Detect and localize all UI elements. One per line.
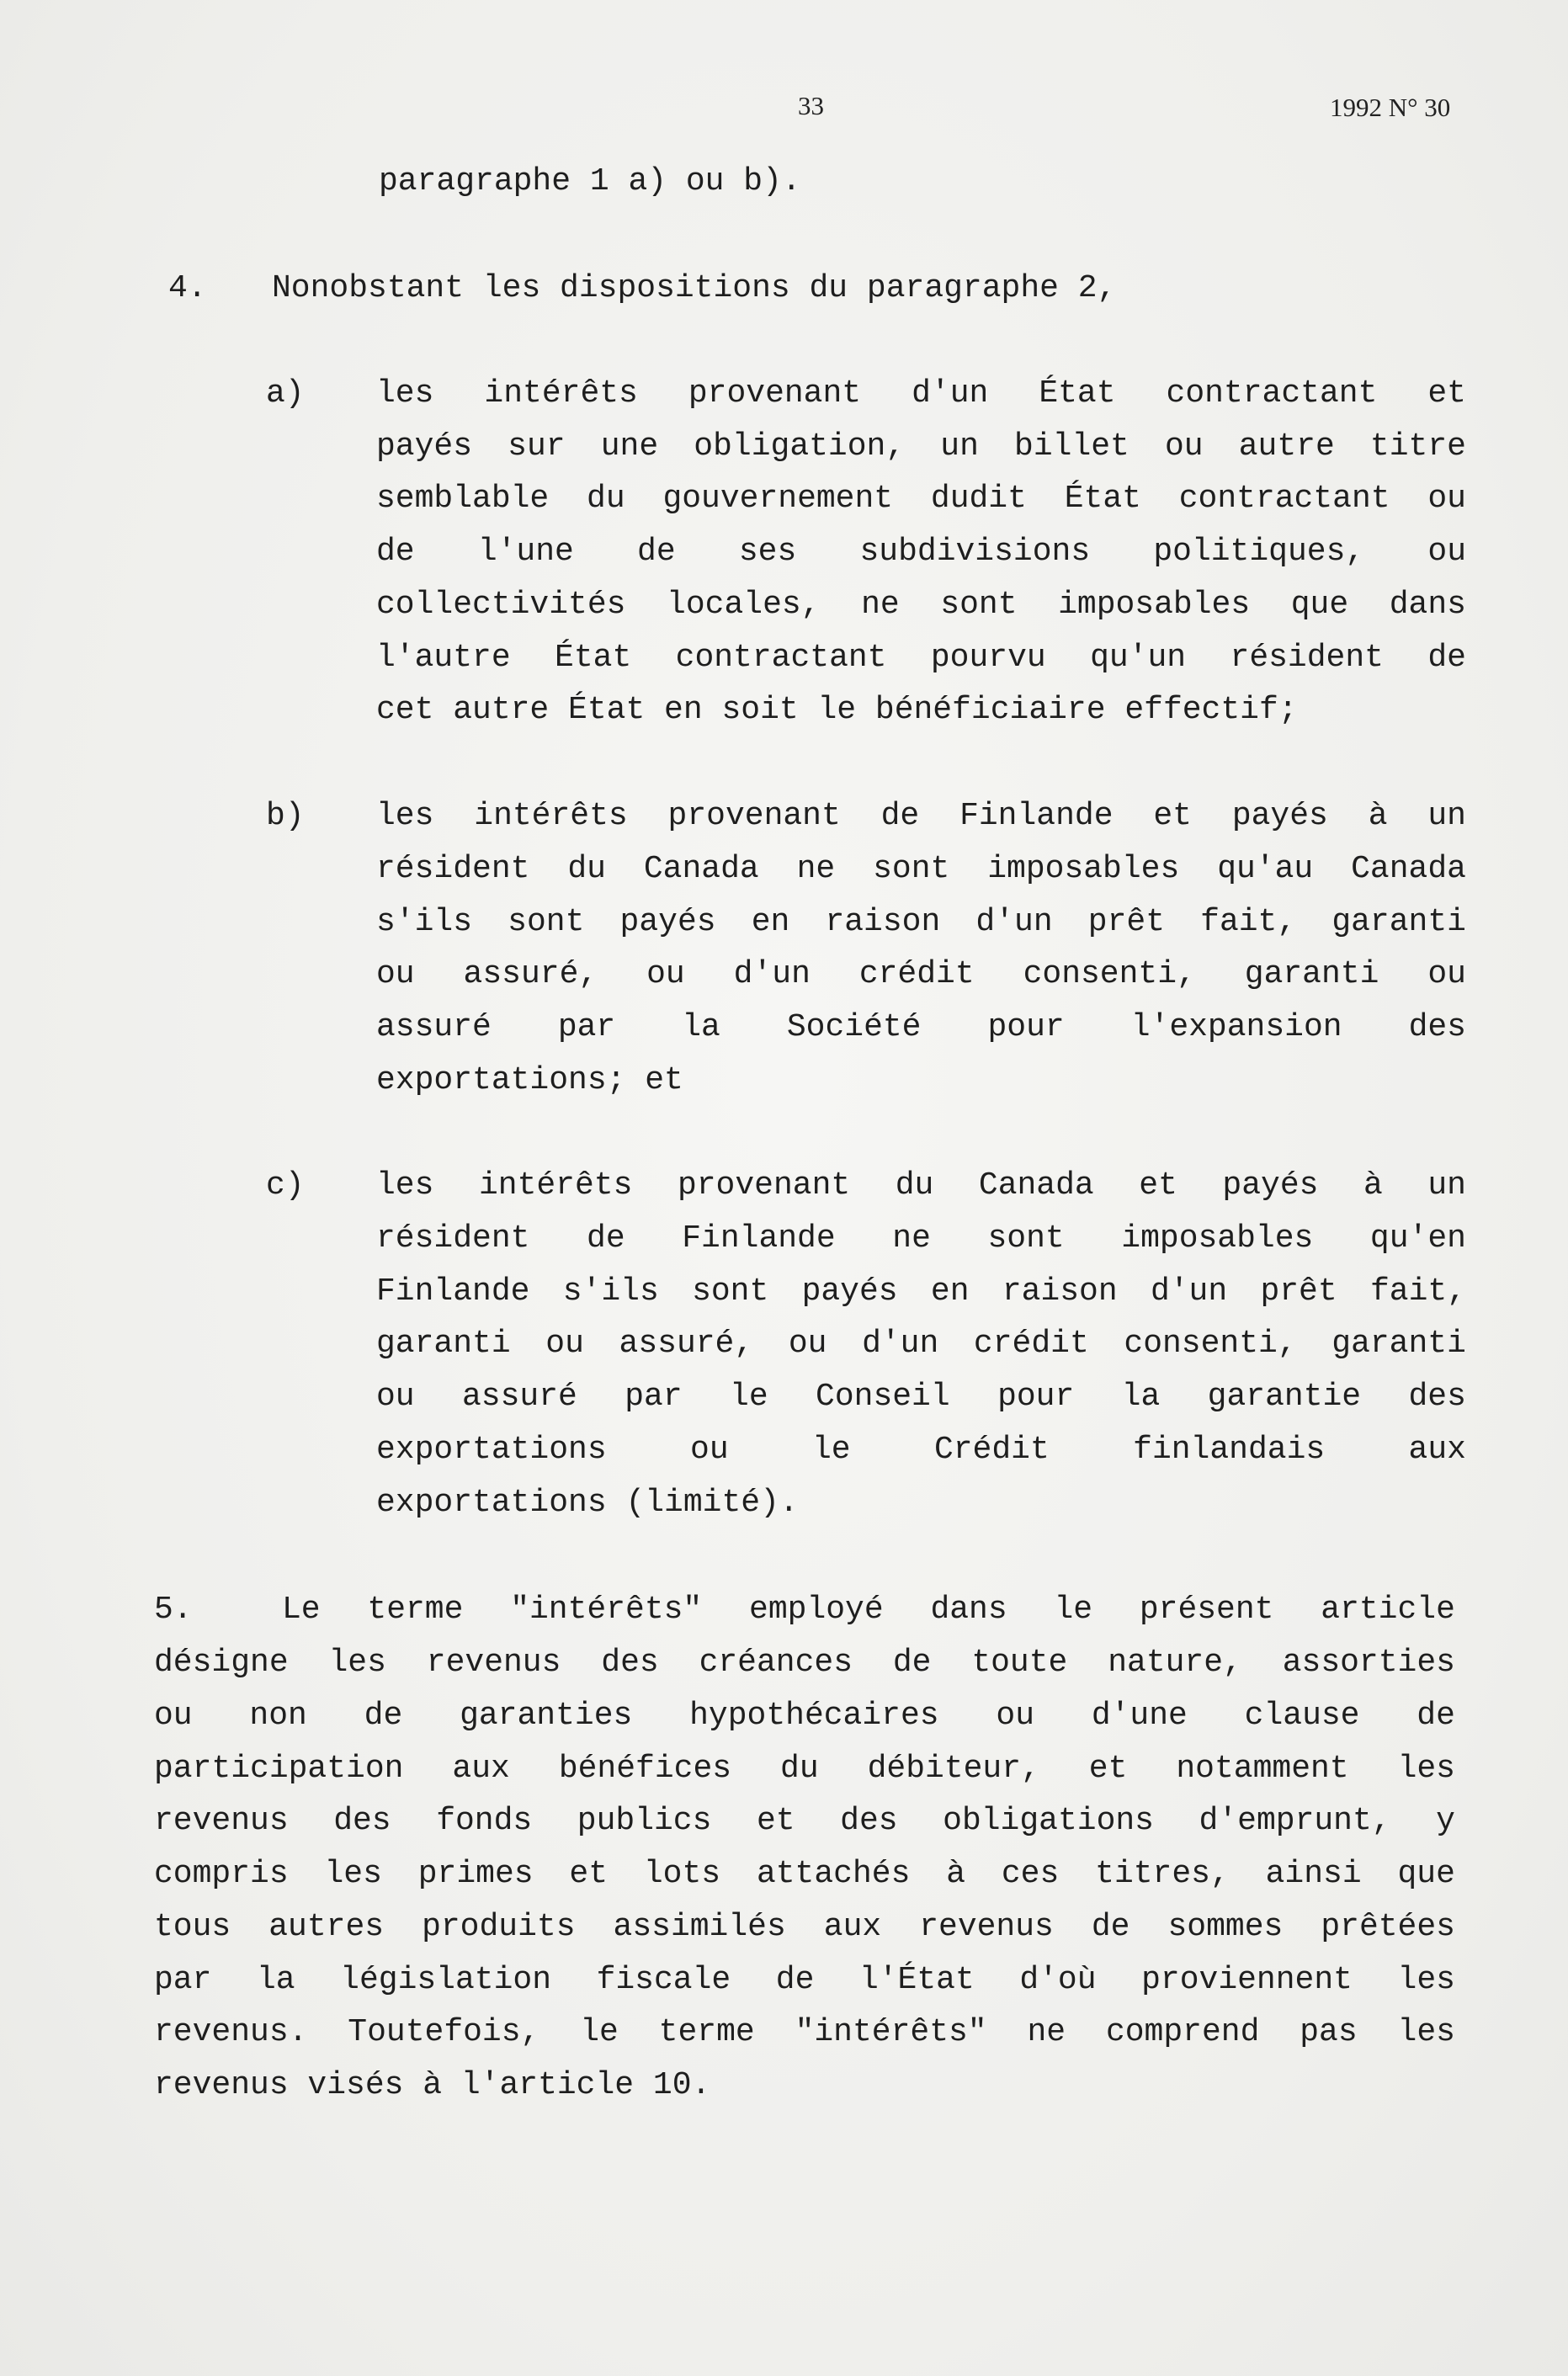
word: des [333,1803,391,1839]
word: fonds [436,1803,533,1839]
word: hypothécaires [689,1698,939,1734]
word: les [324,1856,382,1892]
word: clause [1244,1698,1360,1734]
word: ou [646,956,685,992]
word: de [1427,640,1466,676]
word: de [775,1962,815,1998]
word: qu'au [1217,851,1314,887]
word: autre [1238,428,1335,465]
paragraph-5-line [154,2012,1455,2053]
word: Canada [643,851,759,887]
word: législation [340,1962,551,1998]
word: fait, [1369,1273,1466,1310]
paragraph-5-line: revenus visés à l'article 10. [154,2067,711,2103]
word: sont [873,851,950,887]
word: obligations [943,1803,1154,1839]
word: assuré [376,1009,492,1045]
word: de [1091,1909,1130,1945]
word: ou [996,1698,1034,1734]
word: une [600,428,659,465]
word: terme [367,1592,464,1628]
word: attachés [756,1856,911,1892]
word: locales, [667,587,821,623]
word: employé [749,1592,884,1628]
word: que [1290,587,1349,623]
item-c-line [376,1377,1466,1417]
paragraph-5-line [154,1801,1455,1842]
word: assuré, [463,956,598,992]
word: les [328,1645,386,1681]
word: et [1153,798,1192,834]
word: le [580,2014,619,2050]
word: Finlande [376,1273,530,1310]
item-b-line [376,954,1466,995]
word: débiteur, [867,1751,1040,1787]
word: d'où [1019,1962,1097,1998]
word: gouvernement [662,481,894,517]
word: politiques, [1153,534,1365,570]
word: y [1436,1803,1455,1839]
word: fiscale [596,1962,731,1998]
word: finlandais [1133,1432,1326,1468]
item-c-line [376,1219,1466,1259]
word: semblable [376,481,550,517]
word: contractant [675,640,887,676]
word: résident [376,1220,530,1257]
word: garanti [1244,956,1379,992]
word: présent [1139,1592,1274,1628]
word: et [569,1856,609,1892]
word: garanties [460,1698,633,1734]
word: payés [619,904,716,940]
word: collectivités [376,587,626,623]
word: lots [643,1856,721,1892]
word: fait, [1200,904,1297,940]
word: et [1088,1751,1128,1787]
word: ainsi [1265,1856,1362,1892]
word: s'ils [376,904,473,940]
word: payés [1222,1167,1319,1204]
word: la [256,1962,295,1998]
word: la [682,1009,720,1045]
word: ou [1165,428,1204,465]
word: sont [692,1273,769,1310]
item-b-line [376,849,1466,890]
paragraph-5-line [154,1749,1455,1789]
word: imposables [1121,1220,1314,1257]
word: désigne [154,1645,289,1681]
item-b-marker: b) [266,798,305,834]
word: de [880,798,920,834]
word: Société [786,1009,922,1045]
word: contractant [1166,375,1378,412]
item-a-line: cet autre État en soit le bénéficiaire effectif; [376,692,1298,728]
word: contractant [1178,481,1390,517]
word: de [364,1698,403,1734]
word: assimilés [613,1909,786,1945]
word: tous [154,1909,231,1945]
word: assuré [462,1379,577,1415]
word: État [555,640,632,676]
item-c-marker: c) [266,1167,305,1204]
word: créances [699,1645,853,1681]
word: dans [930,1592,1007,1628]
word: les [1397,1751,1455,1787]
word: d'un [975,904,1053,940]
word: Finlande [682,1220,836,1257]
word: "intérêts" [795,2014,987,2050]
word: d'un [1150,1273,1228,1310]
word: payés [376,428,473,465]
item-c-line [376,1272,1466,1312]
paragraph-5-line [154,1696,1455,1736]
word: revenus. [154,2014,308,2050]
word: de [637,534,676,570]
word: imposables [1058,587,1251,623]
word: revenus [154,1803,289,1839]
word: par [625,1379,683,1415]
word: nature, [1108,1645,1242,1681]
word: d'un [733,956,811,992]
word: titre [1369,428,1466,465]
word: un [940,428,979,465]
word: pour [997,1379,1075,1415]
word: billet [1014,428,1129,465]
paragraph-5-line [154,1960,1455,2001]
word: exportations [376,1432,607,1468]
word: les [1397,2014,1455,2050]
word: ou [376,1379,415,1415]
word: Conseil [816,1379,950,1415]
word: en [930,1273,970,1310]
word: et [756,1803,795,1839]
word: prêt [1087,904,1165,940]
word: ou [545,1326,584,1362]
word: les [1397,1962,1455,1998]
paragraph-continuation: paragraphe 1 a) ou b). [379,163,801,199]
word: sont [987,1220,1065,1257]
item-c-line: exportations (limité). [376,1485,799,1521]
document-reference: 1992 N° 30 [1330,93,1451,122]
word: de [376,534,415,570]
word: provenant [677,1167,851,1204]
word: dans [1389,587,1466,623]
word: le [730,1379,768,1415]
word: revenus [426,1645,561,1681]
word: État [1039,375,1116,412]
word: prêtées [1321,1909,1455,1945]
word: à [1363,1167,1383,1204]
item-a-line [376,427,1466,467]
item-a-line [376,585,1466,625]
word: un [1427,1167,1466,1204]
word: consenti, [1023,956,1196,992]
word: bénéfices [558,1751,732,1787]
word: s'ils [562,1273,659,1310]
paragraph-5-line [282,1590,1455,1630]
word: à [946,1856,966,1892]
word: ne [861,587,900,623]
word: de [1417,1698,1455,1734]
word: d'un [862,1326,939,1362]
word: publics [577,1803,712,1839]
word: garantie [1207,1379,1362,1415]
item-b-line [376,902,1466,943]
word: et [1427,375,1466,412]
word: intérêts [474,798,628,834]
word: produits [422,1909,576,1945]
word: des [601,1645,659,1681]
word: du [895,1167,934,1204]
item-a-line [376,374,1466,414]
word: aux [1408,1432,1466,1468]
word: de [587,1220,625,1257]
word: du [780,1751,819,1787]
word: toute [971,1645,1068,1681]
word: prêt [1260,1273,1337,1310]
item-b-line [376,796,1466,837]
word: le [811,1432,851,1468]
word: ou [1427,481,1466,517]
word: obligation, [694,428,906,465]
word: Toutefois, [348,2014,540,2050]
item-a-line [376,532,1466,572]
word: intérêts [484,375,638,412]
paragraph-5-line [154,1907,1455,1948]
word: du [587,481,625,517]
item-a-line [376,479,1466,519]
word: revenus [919,1909,1054,1945]
word: provenant [688,375,862,412]
word: aux [452,1751,510,1787]
paragraph-5-line [154,1854,1455,1895]
word: les [376,375,434,412]
word: assuré, [619,1326,754,1362]
word: proviennent [1141,1962,1353,1998]
item-a-line [376,638,1466,678]
word: garanti [1331,1326,1466,1362]
word: autres [268,1909,385,1945]
word: ou [788,1326,827,1362]
word: la [1121,1379,1161,1415]
item-c-line [376,1324,1466,1364]
word: provenant [667,798,841,834]
word: par [154,1962,212,1998]
item-b-line [376,1007,1466,1048]
item-c-line [376,1430,1466,1470]
word: l'autre [376,640,511,676]
word: ne [1027,2014,1066,2050]
word: subdivisions [859,534,1091,570]
word: ou [1427,534,1466,570]
paragraph-number-4: 4. [168,270,207,306]
word: des [840,1803,898,1839]
word: intérêts [478,1167,633,1204]
word: sont [940,587,1018,623]
word: imposables [987,851,1180,887]
word: résident [376,851,530,887]
word: terme [658,2014,755,2050]
word: garanti [1331,904,1466,940]
paragraph-number-5: 5. [154,1592,193,1628]
word: en [751,904,790,940]
word: des [1408,1009,1466,1045]
word: d'emprunt, [1199,1803,1391,1839]
word: aux [823,1909,882,1945]
word: Canada [978,1167,1094,1204]
word: ses [738,534,797,570]
word: notamment [1176,1751,1349,1787]
word: l'expansion [1130,1009,1342,1045]
word: et [1139,1167,1177,1204]
word: d'une [1091,1698,1188,1734]
word: ne [796,851,836,887]
word: garanti [376,1326,511,1362]
word: du [567,851,606,887]
word: primes [417,1856,534,1892]
word: Le [282,1592,321,1628]
word: raison [825,904,941,940]
word: non [249,1698,307,1734]
word: compris [154,1856,289,1892]
item-c-line [376,1166,1466,1206]
word: pour [987,1009,1065,1045]
item-a-marker: a) [266,375,305,412]
word: de [892,1645,932,1681]
word: Canada [1351,851,1466,887]
word: un [1427,798,1466,834]
word: crédit [973,1326,1089,1362]
word: qu'un [1090,640,1187,676]
word: l'État [858,1962,975,1998]
word: "intérêts" [510,1592,703,1628]
word: pourvu [930,640,1046,676]
word: Finlande [959,798,1114,834]
word: titres, [1095,1856,1230,1892]
word: sont [508,904,585,940]
word: ou [1427,956,1466,992]
word: ces [1001,1856,1060,1892]
word: crédit [858,956,975,992]
word: des [1408,1379,1466,1415]
word: les [376,1167,434,1204]
word: par [557,1009,616,1045]
word: pas [1300,2014,1358,2050]
paragraph-4-intro: Nonobstant les dispositions du paragraphe 2, [272,270,1117,306]
word: participation [154,1751,404,1787]
word: à [1368,798,1388,834]
word: article [1321,1592,1455,1628]
word: consenti, [1124,1326,1297,1362]
word: l'une [477,534,574,570]
word: le [1054,1592,1093,1628]
word: raison [1002,1273,1118,1310]
word: dudit [930,481,1027,517]
word: les [376,798,434,834]
word: comprend [1105,2014,1260,2050]
word: sommes [1167,1909,1284,1945]
word: ou [154,1698,193,1734]
word: qu'en [1369,1220,1466,1257]
word: ou [690,1432,729,1468]
page-number: 33 [798,91,824,120]
word: sur [508,428,566,465]
word: assorties [1282,1645,1455,1681]
word: que [1397,1856,1455,1892]
word: d'un [912,375,989,412]
word: État [1064,481,1141,517]
item-b-line: exportations; et [376,1062,683,1098]
word: payés [801,1273,898,1310]
word: résident [1230,640,1384,676]
word: Crédit [933,1432,1050,1468]
word: payés [1231,798,1328,834]
paragraph-5-line [154,1643,1455,1683]
word: ou [376,956,415,992]
word: ne [892,1220,931,1257]
